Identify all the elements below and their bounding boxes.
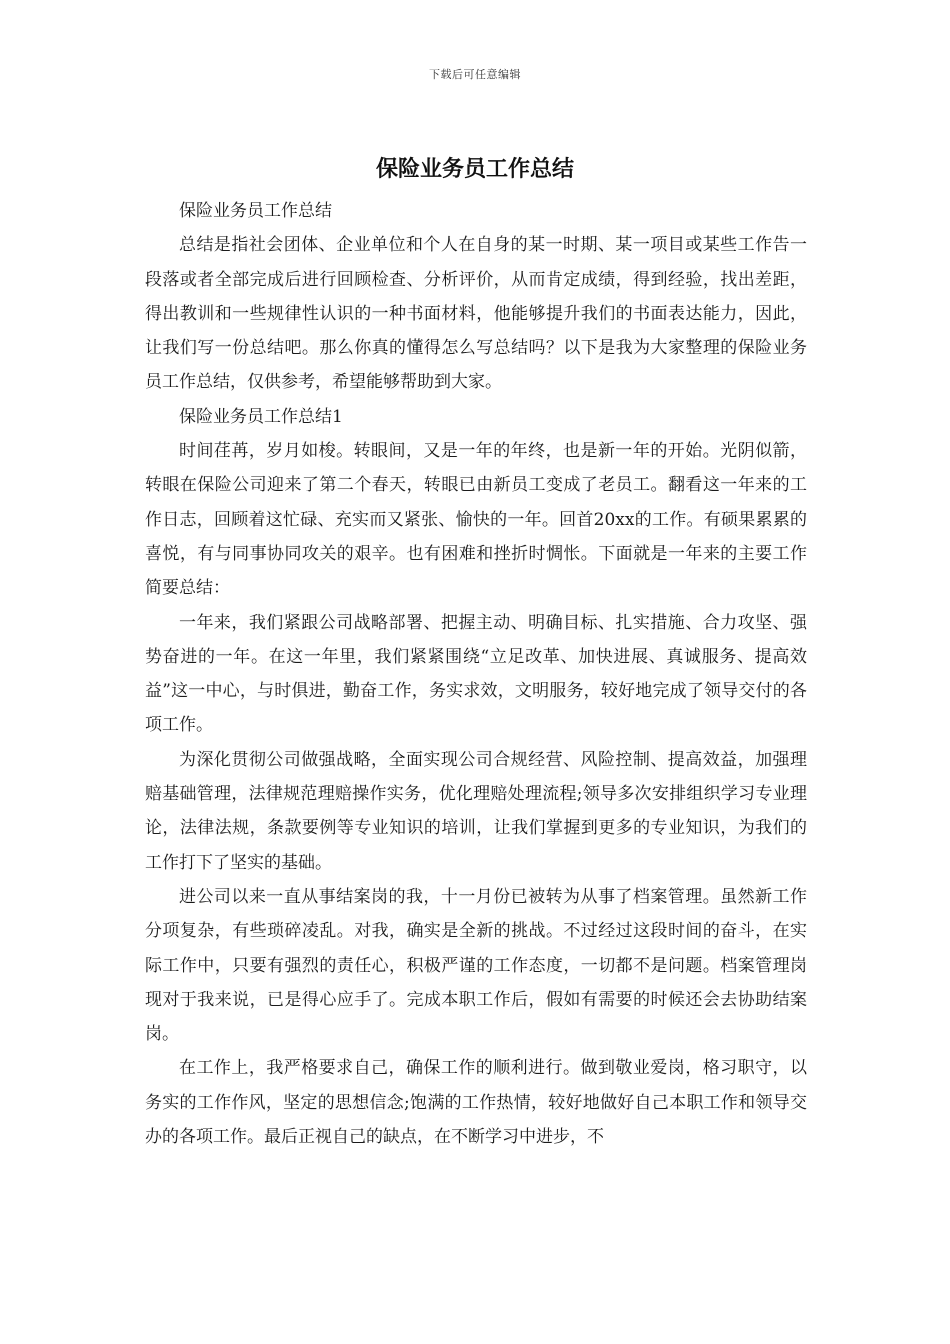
paragraph: 时间荏苒，岁月如梭。转眼间，又是一年的年终，也是新一年的开始。光阴似箭，转眼在保险公司迎来了第二个春天，转眼已由新员工变成了老员工。翻看这一年来的工作日志，回顾着这忙碌、充实而又紧张、愉快的一年。回首20xx的工作。有硕果累累的喜悦，有与同事协同攻关的艰辛。也有困难和挫折时惆怅。下面就是一年来的主要工作简要总结： [145,441,807,599]
header-note: 下载后可任意编辑 [429,68,521,81]
paragraph-subtitle: 保险业务员工作总结 [179,201,332,221]
paragraph-section-heading: 保险业务员工作总结1 [179,406,343,427]
document-body [145,194,807,1154]
document-title: 保险业务员工作总结 [375,156,574,182]
paragraph: 一年来，我们紧跟公司战略部署、把握主动、明确目标、扎实措施、合力攻坚、强势奋进的一年。在这一年里，我们紧紧围绕“立足改革、加快进展、真诚服务、提高效益”这一中心，与时俱进，勤奋工作，务实求效，文明服务，较好地完成了领导交付的各项工作。 [145,612,807,736]
paragraph-intro: 总结是指社会团体、企业单位和个人在自身的某一时期、某一项目或某些工作告一段落或者全部完成后进行回顾检查、分析评价，从而肯定成绩，得到经验，找出差距，得出教训和一些规律性认识的一种书面材料，他能够提升我们的书面表达能力，因此，让我们写一份总结吧。那么你真的懂得怎么写总结吗？以下是我为大家整理的保险业务员工作总结，仅供参考，希望能够帮助到大家。 [145,235,807,393]
paragraph: 为深化贯彻公司做强战略，全面实现公司合规经营、风险控制、提高效益，加强理赔基础管理，法律规范理赔操作实务，优化理赔处理流程;领导多次安排组织学习专业理论，法律法规，条款要例等专业知识的培训，让我们掌握到更多的专业知识，为我们的工作打下了坚实的基础。 [145,749,807,873]
paragraph: 进公司以来一直从事结案岗的我，十一月份已被转为从事了档案管理。虽然新工作分项复杂，有些琐碎凌乱。对我，确实是全新的挑战。不过经过这段时间的奋斗，在实际工作中，只要有强烈的责任心，积极严谨的工作态度，一切都不是问题。档案管理岗现对于我来说，已是得心应手了。完成本职工作后，假如有需要的时候还会去协助结案岗。 [145,886,807,1045]
paragraph: 在工作上，我严格要求自己，确保工作的顺利进行。做到敬业爱岗，格习职守，以务实的工作作风，坚定的思想信念;饱满的工作热情，较好地做好自己本职工作和领导交办的各项工作。最后正视自己的缺点，在不断学习中进步，不 [145,1058,807,1148]
